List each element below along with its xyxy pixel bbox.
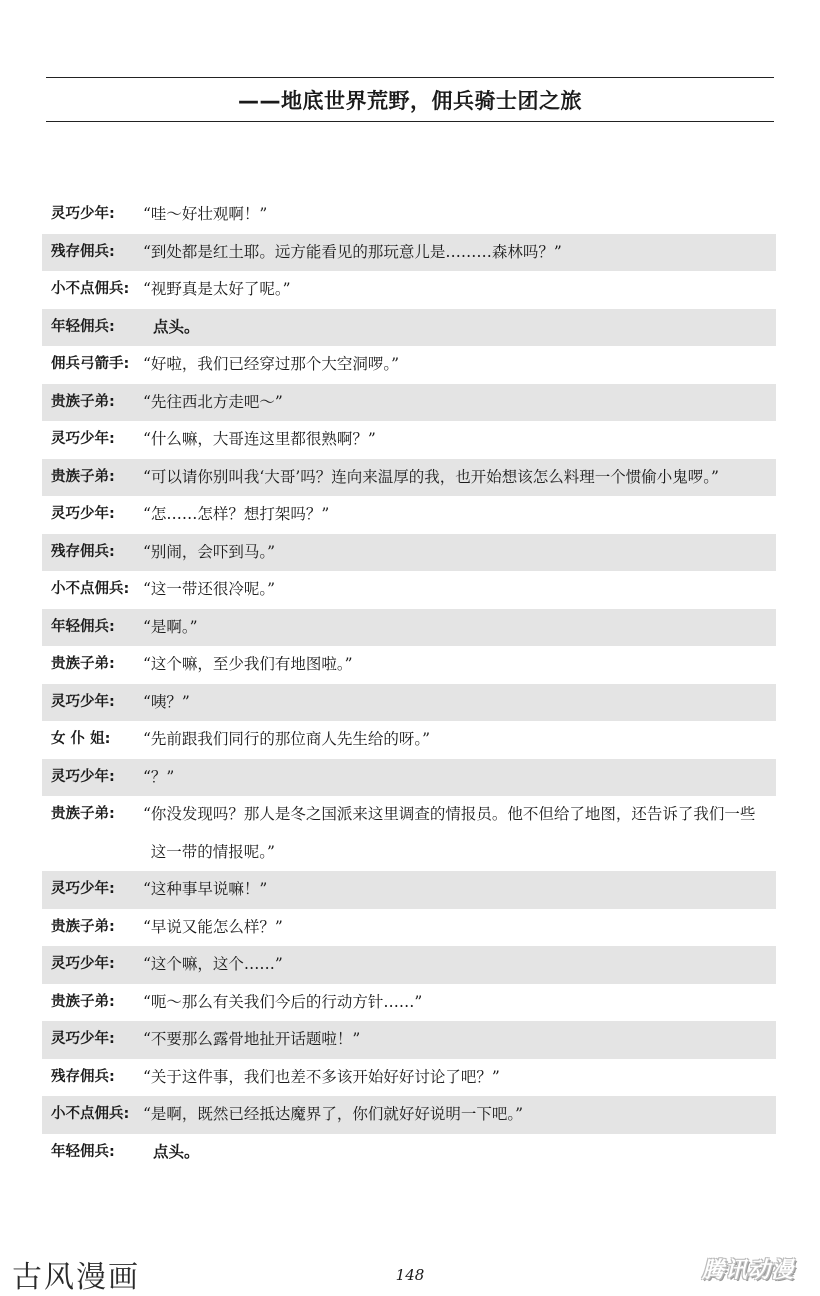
speaker-label: 小不点佣兵: xyxy=(51,281,130,297)
page-number: 148 xyxy=(395,1266,425,1284)
speaker-label: 贵族子弟: xyxy=(51,468,115,485)
speaker-label: 灵巧少年: xyxy=(51,506,115,522)
dialogue-row xyxy=(42,196,776,234)
dialogue-text: “怎……怎样？想打架吗？” xyxy=(143,505,330,523)
speaker-label: 灵巧少年: xyxy=(51,768,115,785)
dialogue-row xyxy=(42,646,776,684)
speaker-label: 年轻佣兵: xyxy=(51,1143,115,1160)
dialogue-row xyxy=(42,684,776,722)
dialogue-text: “呃～那么有关我们今后的行动方针……” xyxy=(143,992,423,1011)
speaker-label: 残存佣兵: xyxy=(51,543,115,560)
dialogue-row xyxy=(42,571,776,609)
dialogue-text: “你没发现吗？那人是冬之国派来这里调查的情报员。他不但给了地图，还告诉了我们一些这一带的情报呢。” xyxy=(143,805,756,861)
dialogue-row xyxy=(42,459,776,497)
speaker-label: 佣兵弓箭手: xyxy=(51,356,130,372)
action-text: 点头。 xyxy=(153,1142,200,1161)
speaker-label: 灵巧少年: xyxy=(51,431,115,447)
dialogue-row xyxy=(42,946,776,984)
dialogue-row xyxy=(42,309,776,347)
dialogue-text: “是啊。” xyxy=(143,617,198,636)
speaker-label: 灵巧少年: xyxy=(51,1031,115,1047)
dialogue-text: “先往西北方走吧～” xyxy=(143,392,283,411)
dialogue-text: “视野真是太好了呢。” xyxy=(143,280,291,298)
dialogue-row xyxy=(42,271,776,309)
dialogue-text: “可以请你别叫我‘大哥’吗？连向来温厚的我，也开始想该怎么料理一个惯偷小鬼啰。” xyxy=(143,467,719,486)
dialogue-text: “先前跟我们同行的那位商人先生给的呀。” xyxy=(143,730,431,748)
speaker-label: 贵族子弟: xyxy=(51,393,115,410)
speaker-label: 贵族子弟: xyxy=(51,806,115,822)
speaker-label: 贵族子弟: xyxy=(51,656,115,672)
dialogue-text: “？” xyxy=(143,767,175,786)
dialogue-row xyxy=(42,1134,776,1172)
speaker-label: 灵巧少年: xyxy=(51,693,115,710)
dialogue-row xyxy=(42,721,776,759)
dialogue-text: “这一带还很冷呢。” xyxy=(143,580,276,598)
speaker-label: 年轻佣兵: xyxy=(51,318,115,335)
dialogue-text: “不要那么露骨地扯开话题啦！” xyxy=(143,1030,361,1048)
speaker-label: 贵族子弟: xyxy=(51,993,115,1010)
dialogue-text: “咦？” xyxy=(143,692,190,711)
speaker-label: 灵巧少年: xyxy=(51,206,115,222)
speaker-label: 灵巧少年: xyxy=(51,956,115,972)
dialogue-text: “关于这件事，我们也差不多该开始好好讨论了吧？” xyxy=(143,1067,500,1086)
speaker-label: 小不点佣兵: xyxy=(51,1106,130,1122)
dialogue-text: “别闹，会吓到马。” xyxy=(143,542,276,561)
dialogue-text: “这个嘛，这个……” xyxy=(143,955,283,973)
bottom-rule xyxy=(46,121,774,122)
watermark-logo-left: 古风漫画 xyxy=(12,1260,140,1295)
dialogue-row xyxy=(42,346,776,384)
dialogue-text: “什么嘛，大哥连这里都很熟啊？” xyxy=(143,430,376,448)
speaker-label: 灵巧少年: xyxy=(51,881,115,897)
dialogue-row xyxy=(42,1096,776,1134)
speaker-label: 残存佣兵: xyxy=(51,243,115,260)
dialogue-row xyxy=(42,871,776,909)
dialogue-text: “是啊，既然已经抵达魔界了，你们就好好说明一下吧。” xyxy=(143,1105,524,1123)
dialogue-row xyxy=(42,496,776,534)
dialogue-list xyxy=(42,196,776,1171)
dialogue-row xyxy=(42,234,776,272)
dialogue-text: “到处都是红土耶。远方能看见的那玩意儿是………森林吗？” xyxy=(143,242,562,261)
dialogue-row xyxy=(42,1021,776,1059)
dialogue-row xyxy=(42,534,776,572)
dialogue-text: “这种事早说嘛！” xyxy=(143,880,268,898)
speaker-label: 残存佣兵: xyxy=(51,1068,115,1085)
chapter-title: ——地底世界荒野，佣兵骑士团之旅 xyxy=(238,89,582,113)
dialogue-text: “哇～好壮观啊！” xyxy=(143,205,268,223)
dialogue-text: “早说又能怎么样？” xyxy=(143,917,283,936)
watermark-logo-right: 腾讯动漫 xyxy=(701,1258,794,1283)
dialogue-text: “这个嘛，至少我们有地图啦。” xyxy=(143,655,353,673)
top-rule xyxy=(46,77,774,78)
speaker-label: 小不点佣兵: xyxy=(51,581,130,597)
speaker-label: 年轻佣兵: xyxy=(51,618,115,635)
dialogue-row xyxy=(42,1059,776,1097)
speaker-label: 贵族子弟: xyxy=(51,918,115,935)
dialogue-row xyxy=(42,421,776,459)
action-text: 点头。 xyxy=(153,317,200,336)
dialogue-row xyxy=(42,909,776,947)
dialogue-row xyxy=(42,384,776,422)
dialogue-row xyxy=(42,984,776,1022)
dialogue-text: “好啦，我们已经穿过那个大空洞啰。” xyxy=(143,355,400,373)
speaker-label: 女 仆 姐: xyxy=(51,731,111,747)
dialogue-row xyxy=(42,796,776,871)
dialogue-row xyxy=(42,759,776,797)
dialogue-row xyxy=(42,609,776,647)
